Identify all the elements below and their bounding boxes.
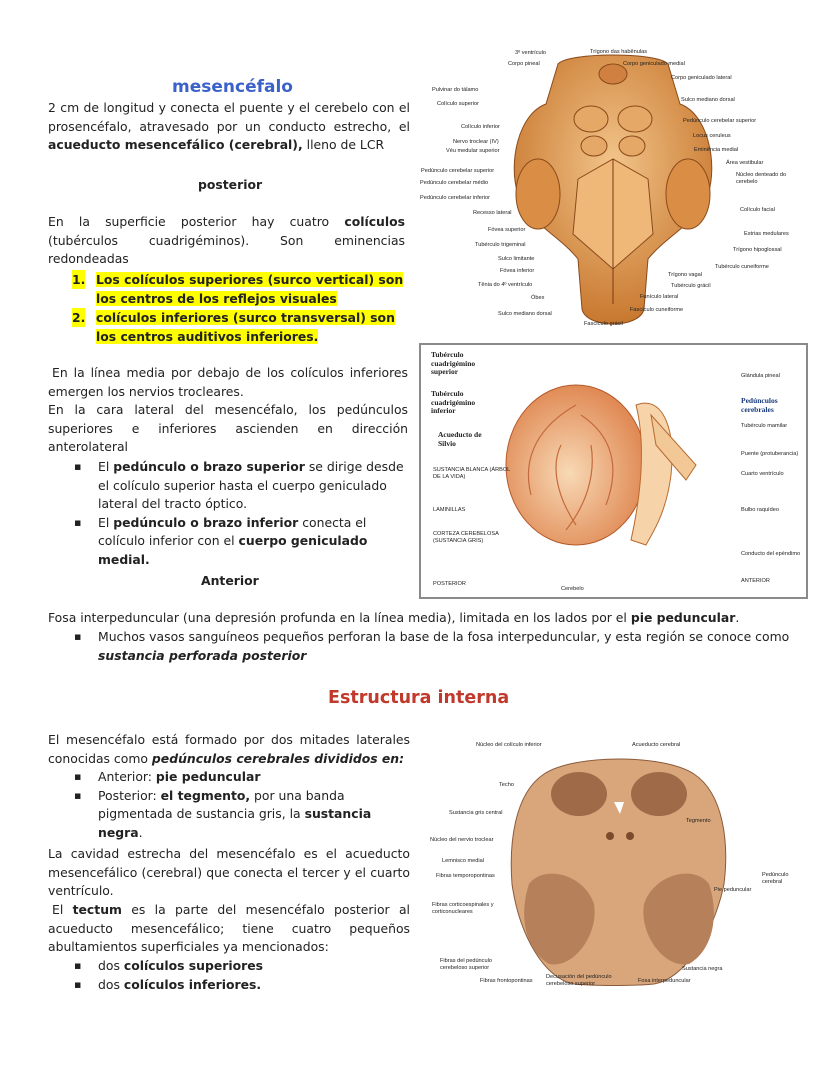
label: Fibras frontopontinas bbox=[480, 978, 533, 984]
label: Estrias medulares bbox=[744, 231, 789, 237]
label: Pedúnculo cerebral bbox=[762, 872, 789, 885]
label: Área vestibular bbox=[726, 160, 764, 166]
label: Bulbo raquídeo bbox=[741, 507, 779, 513]
list-item: ▪ El pedúnculo o brazo superior se dirige desde el colículo superior hasta el cuerpo geniculado lateral del tracto óptico. bbox=[74, 458, 408, 514]
tectum-list bbox=[74, 957, 410, 994]
label: Sulco mediano dorsal bbox=[681, 97, 735, 103]
label: Cuarto ventrículo bbox=[741, 471, 784, 477]
label: Acueducto cerebral bbox=[632, 742, 681, 748]
label: Corpo geniculado medial bbox=[623, 61, 685, 67]
label: Trígono hipoglossal bbox=[733, 247, 782, 253]
label: Tubérculo mamilar bbox=[741, 423, 788, 429]
label: Núcleo denteado do cerebelo bbox=[736, 172, 787, 185]
label: Nervo troclear (IV) bbox=[453, 139, 499, 145]
fosa-list bbox=[74, 628, 794, 665]
label: Trígono das habênulas bbox=[590, 49, 648, 55]
label: Fibras del pedúnculo cerebeloso superior bbox=[440, 958, 492, 971]
label: Eminência medial bbox=[694, 147, 739, 153]
label: Fosa interpeduncular bbox=[638, 978, 691, 984]
surface-paragraph: En la superficie posterior hay cuatro colículos (tubérculos cuadrigéminos). Son eminencias redondeadas bbox=[48, 214, 405, 266]
label: Sulco mediano dorsal bbox=[498, 311, 552, 317]
brainstem-dorsal-figure bbox=[418, 44, 810, 334]
label: Pedúnculo cerebelar inferior bbox=[420, 195, 490, 201]
label: Corpo geniculado lateral bbox=[671, 75, 732, 81]
label: Glándula pineal bbox=[741, 373, 780, 379]
list-item: ▪ dos colículos superiores bbox=[74, 957, 410, 976]
label: Tênia do 4º ventrículo bbox=[478, 282, 533, 288]
label: Colículo inferior bbox=[461, 124, 500, 130]
label: Óbex bbox=[531, 295, 545, 301]
midbrain-illustration bbox=[424, 734, 804, 994]
label: Decusación del pedúnculo cerebeloso superior bbox=[546, 974, 612, 987]
label: Pulvinar do tálamo bbox=[432, 87, 479, 93]
midbrain-section-figure bbox=[424, 734, 804, 994]
label: Corpo pineal bbox=[508, 61, 540, 67]
peduncle-parts-list bbox=[74, 768, 410, 842]
label: Funículo lateral bbox=[640, 294, 679, 300]
anterior-heading: Anterior bbox=[201, 573, 259, 588]
label: 3º ventrículo bbox=[515, 50, 546, 56]
label: Colículo facial bbox=[740, 207, 775, 213]
label: Tubérculo cuadrigémino inferior bbox=[431, 389, 476, 415]
label: LAMINILLAS bbox=[433, 507, 466, 513]
intro-paragraph: 2 cm de longitud y conecta el puente y el cerebelo con el prosencéfalo, atravesado por un conducto estrecho, el acueducto mesencefálico (cerebral), lleno de LCR bbox=[48, 100, 410, 152]
label: Fóvea inferior bbox=[500, 268, 535, 274]
fosa-paragraph: Fosa interpeduncular (una depresión profunda en la línea media), limitada en los lados por el pie peduncular. bbox=[48, 610, 740, 625]
label: Fibras corticoespinales y corticonucleares bbox=[432, 902, 494, 915]
label: CORTEZA CEREBELOSA (SUSTANCIA GRIS) bbox=[433, 531, 499, 544]
label: Fascículo cuneiforme bbox=[630, 307, 684, 313]
label: Trígono vagal bbox=[668, 272, 702, 278]
label: Sustancia gris central bbox=[449, 810, 503, 816]
label: POSTERIOR bbox=[433, 581, 466, 587]
list-item: ▪ Posterior: el tegmento, por una banda pigmentada de sustancia gris, la sustancia negra. bbox=[74, 787, 410, 843]
list-item: ▪ dos colículos inferiores. bbox=[74, 976, 410, 995]
label: Fibras temporopontinas bbox=[436, 873, 495, 879]
internal-paragraph: El mesencéfalo está formado por dos mitades laterales conocidas como pedúnculos cerebrales divididos en: bbox=[48, 732, 410, 766]
label: Tubérculo grácil bbox=[671, 283, 711, 289]
label: Puente (protuberancia) bbox=[741, 451, 799, 457]
label: Lemnisco medial bbox=[442, 858, 484, 864]
list-item: 2. colículos inferiores (surco transversal) son los centros auditivos inferiores. bbox=[72, 310, 395, 344]
label: Pedúnculo cerebelar médio bbox=[420, 180, 489, 186]
list-item: ▪ El pedúnculo o brazo inferior conecta el colículo inferior con el cuerpo geniculado medial. bbox=[74, 514, 408, 570]
label: Véu medular superior bbox=[446, 148, 500, 154]
label: Fóvea superior bbox=[488, 227, 526, 233]
tectum-paragraph: El tectum es la parte del mesencéfalo posterior al acueducto mesencefálico; tiene cuatro pequeños abultamientos superficiales ya mencionados: bbox=[48, 902, 410, 954]
lateral-paragraph: En la cara lateral del mesencéfalo, los pedúnculos superiores e inferiores ascienden en dirección anterolateral bbox=[48, 402, 408, 454]
label: Recesso lateral bbox=[473, 210, 512, 216]
page-title: mesencéfalo bbox=[172, 77, 293, 97]
list-item: 1. Los colículos superiores (surco vertical) son los centros de los reflejos visuales bbox=[72, 272, 404, 306]
label: Colículo superior bbox=[437, 101, 479, 107]
list-item: ▪ Anterior: pie peduncular bbox=[74, 768, 410, 787]
label: Sulco limitante bbox=[498, 256, 535, 262]
label: Tegmento bbox=[686, 818, 711, 824]
label: Techo bbox=[499, 782, 514, 788]
label: Pie peduncular bbox=[714, 887, 752, 893]
cavity-paragraph: La cavidad estrecha del mesencéfalo es el acueducto mesencefálico (cerebral) que conecta el tercer y el cuarto ventrículo. bbox=[48, 846, 410, 898]
sagittal-section-figure bbox=[419, 343, 808, 599]
label: Locus ceruleus bbox=[693, 133, 731, 139]
label: Fascículo grácil bbox=[584, 321, 623, 327]
posterior-heading: posterior bbox=[198, 177, 263, 192]
label: Conducto del epéndimo bbox=[741, 551, 801, 557]
label: Tubérculo cuadrigémino superior bbox=[431, 350, 476, 376]
label: Tubérculo cuneiforme bbox=[715, 264, 769, 270]
midline-paragraph: En la línea media por debajo de los colículos inferiores emergen los nervios trocleares. bbox=[48, 365, 408, 399]
label: Cerebelo bbox=[561, 586, 584, 592]
colliculi-list bbox=[72, 270, 405, 346]
label: Núcleo del colículo inferior bbox=[476, 742, 542, 748]
label: Pedúnculo cerebelar superior bbox=[421, 168, 495, 174]
peduncle-list bbox=[74, 458, 408, 569]
label: Sustancia negra bbox=[682, 966, 723, 972]
label: Tubérculo trigeminal bbox=[475, 242, 526, 248]
label: ANTERIOR bbox=[741, 578, 770, 584]
label: Núcleo del nervio troclear bbox=[430, 837, 494, 843]
section-title: Estructura interna bbox=[328, 688, 510, 708]
label: Acueducto de Silvio bbox=[438, 430, 482, 448]
list-item: ▪ Muchos vasos sanguíneos pequeños perforan la base de la fosa interpeduncular, y esta región se conoce como sustancia perforada posterior bbox=[74, 628, 794, 665]
label: SUSTANCIA BLANCA (ÁRBOL DE LA VIDA) bbox=[433, 467, 511, 480]
label: Pedúnculo cerebelar superior bbox=[683, 118, 757, 124]
label: Pedúnculos cerebrales bbox=[741, 396, 778, 414]
